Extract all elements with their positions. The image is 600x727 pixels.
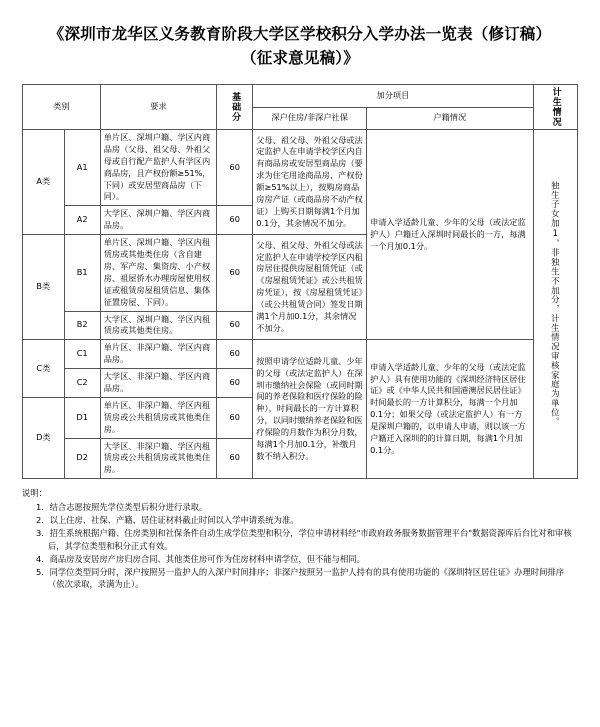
row-base-c2: 60	[217, 369, 253, 398]
row-requirement-d1: 单片区、非深户籍、学区内租赁房或公共租赁房或其他类住房。	[100, 397, 217, 438]
bonus-housing-b: 父母、祖父母、外祖父母或法定监护人在申请学校学区内租房居住提供房屋租赁凭证（或《房屋租赁凭证》或公共租赁房凭证），按《房屋租赁凭证》（或公共租赁合同）签发日期满1个月加0.1分，其余情况不加分。	[253, 235, 367, 340]
header-category: 类别	[23, 85, 101, 130]
header-bonus-group: 加分项目	[253, 85, 533, 108]
table-row	[23, 340, 578, 369]
bonus-hukou-cd: 申请入学适龄儿童、少年的父母（或法定监护人）具有使用功能的《深圳经济特区居住证》或《中华人民共和国港澳居民居住证》时间最长的一方计算积分，每满一个月加0.1分；如果父母（或法定监护人）有一方是深圳户籍的，以申请人申请，则以该一方户籍迁入深圳的的计算日期，每满1个月加0.1分。	[367, 340, 534, 479]
row-base-d1: 60	[217, 397, 253, 438]
notes-title: 说明：	[22, 488, 47, 499]
row-code-d2: D2	[64, 438, 100, 479]
bonus-social-insurance: 按照申请学位适龄儿童、少年的父母（或法定监护人）在深圳市缴纳社会保险（或同时期间的养老保险和医疗保险的险种），时间最长的一方计算积分，以同时缴纳养老保险和医疗保险的月数作为积分月数，每满1个月加0.1分，补缴月数不纳入积分。	[253, 340, 367, 479]
row-code-b1: B1	[64, 235, 100, 311]
row-base-b1: 60	[217, 235, 253, 311]
category-c: C类	[23, 340, 65, 398]
row-requirement-a2: 大学区、深圳户籍、学区内商品房。	[100, 206, 217, 235]
bonus-hukou-ab: 申请入学适龄儿童、少年的父母（或法定监护人）户籍迁入深圳时间最长的一方，每满一个月加0.1分。	[367, 130, 534, 340]
note-item: 3．招生系统根据户籍、住房类别和社保条件自动生成学位类型和积分，学位申请材料经"市政府政务服务数据管理平台"数据资源库后台比对和审核后，其学位类型和积分正式有效。	[36, 528, 572, 551]
category-a: A类	[23, 130, 65, 235]
row-requirement-d2: 大学区、非深户籍、学区内租赁房或公共租赁房或其他类住房。	[100, 438, 217, 479]
row-requirement-c1: 单片区、非深户籍、学区内商品房。	[100, 340, 217, 369]
row-code-b2: B2	[64, 311, 100, 340]
row-code-d1: D1	[64, 397, 100, 438]
header-base-score: 基础分	[217, 85, 253, 130]
row-base-a2: 60	[217, 206, 253, 235]
row-base-d2: 60	[217, 438, 253, 479]
page-title: 《深圳市龙华区义务教育阶段大学区学校积分入学办法一览表（修订稿）（征求意见稿）》	[48, 25, 552, 68]
category-d: D类	[23, 397, 65, 478]
header-requirement: 要求	[100, 85, 217, 130]
header-bonus-hukou: 户籍情况	[367, 107, 534, 130]
bonus-housing-a: 父母、祖父母、外祖父母或法定监护人在申请学校学区内自有商品房或安居型商品房（要求为住宅用途商品房，产权份额≥51%以上），按购房商品房房产证（或商品房不动产权证）上购买日期每满1个月加0.1分，其余情况不加分。	[253, 130, 367, 235]
header-family-planning: 计生情况	[533, 85, 577, 130]
scoring-table	[22, 84, 578, 479]
row-requirement-b2: 大学区、深圳户籍、学区内租赁房或其他类住房。	[100, 311, 217, 340]
category-b: B类	[23, 235, 65, 340]
note-item: 5．同学位类型同分时，深户按照另一监护人的入深户时间排序；非深户按照另一监护人持有的具有使用功能的《深圳特区居住证》办理时间排序（依次录取，录满为止）。	[36, 566, 564, 590]
notes-section	[22, 487, 578, 591]
row-code-c2: C2	[64, 369, 100, 398]
row-base-b2: 60	[217, 311, 253, 340]
table-row	[23, 130, 578, 206]
row-code-a1: A1	[64, 130, 100, 206]
note-item: 1．结合志愿按照先学位类型后积分进行录取。	[36, 501, 208, 512]
note-item: 4．商品房及安居房产房归房合同、其他类住房可作为住房材料申请学位，但不能与相同。	[36, 553, 365, 564]
row-code-c1: C1	[64, 340, 100, 369]
row-base-a1: 60	[217, 130, 253, 206]
row-base-c1: 60	[217, 340, 253, 369]
row-requirement-b1: 单片区、深圳户籍、学区内租赁房或其他类住房（含自建房、军产房、集资房、小产权房、祖屋侨水办理房屋使用权证或租赁房屋租赁信息、集体征置房屋、下同）。	[100, 235, 217, 311]
header-bonus-housing: 深户住房/非深户社保	[253, 107, 367, 130]
note-item: 2．以上住房、社保、产籍、居住证材料截止时间以入学申请系统为准。	[36, 514, 299, 525]
row-code-a2: A2	[64, 206, 100, 235]
table-header-row-1	[23, 85, 578, 108]
row-requirement-c2: 大学区、非深户籍、学区内商品房。	[100, 369, 217, 398]
row-requirement-a1: 单片区、深圳户籍、学区内商品房（父母、祖父母、外祖父母或自行配产监护人有学区内商品房，且产权份额≥51%，下同）或安居型商品房（下同）。	[100, 130, 217, 206]
family-planning-cell: 独生子女加1，非独生不加分，计生情况审核家庭为单位。	[533, 130, 577, 479]
